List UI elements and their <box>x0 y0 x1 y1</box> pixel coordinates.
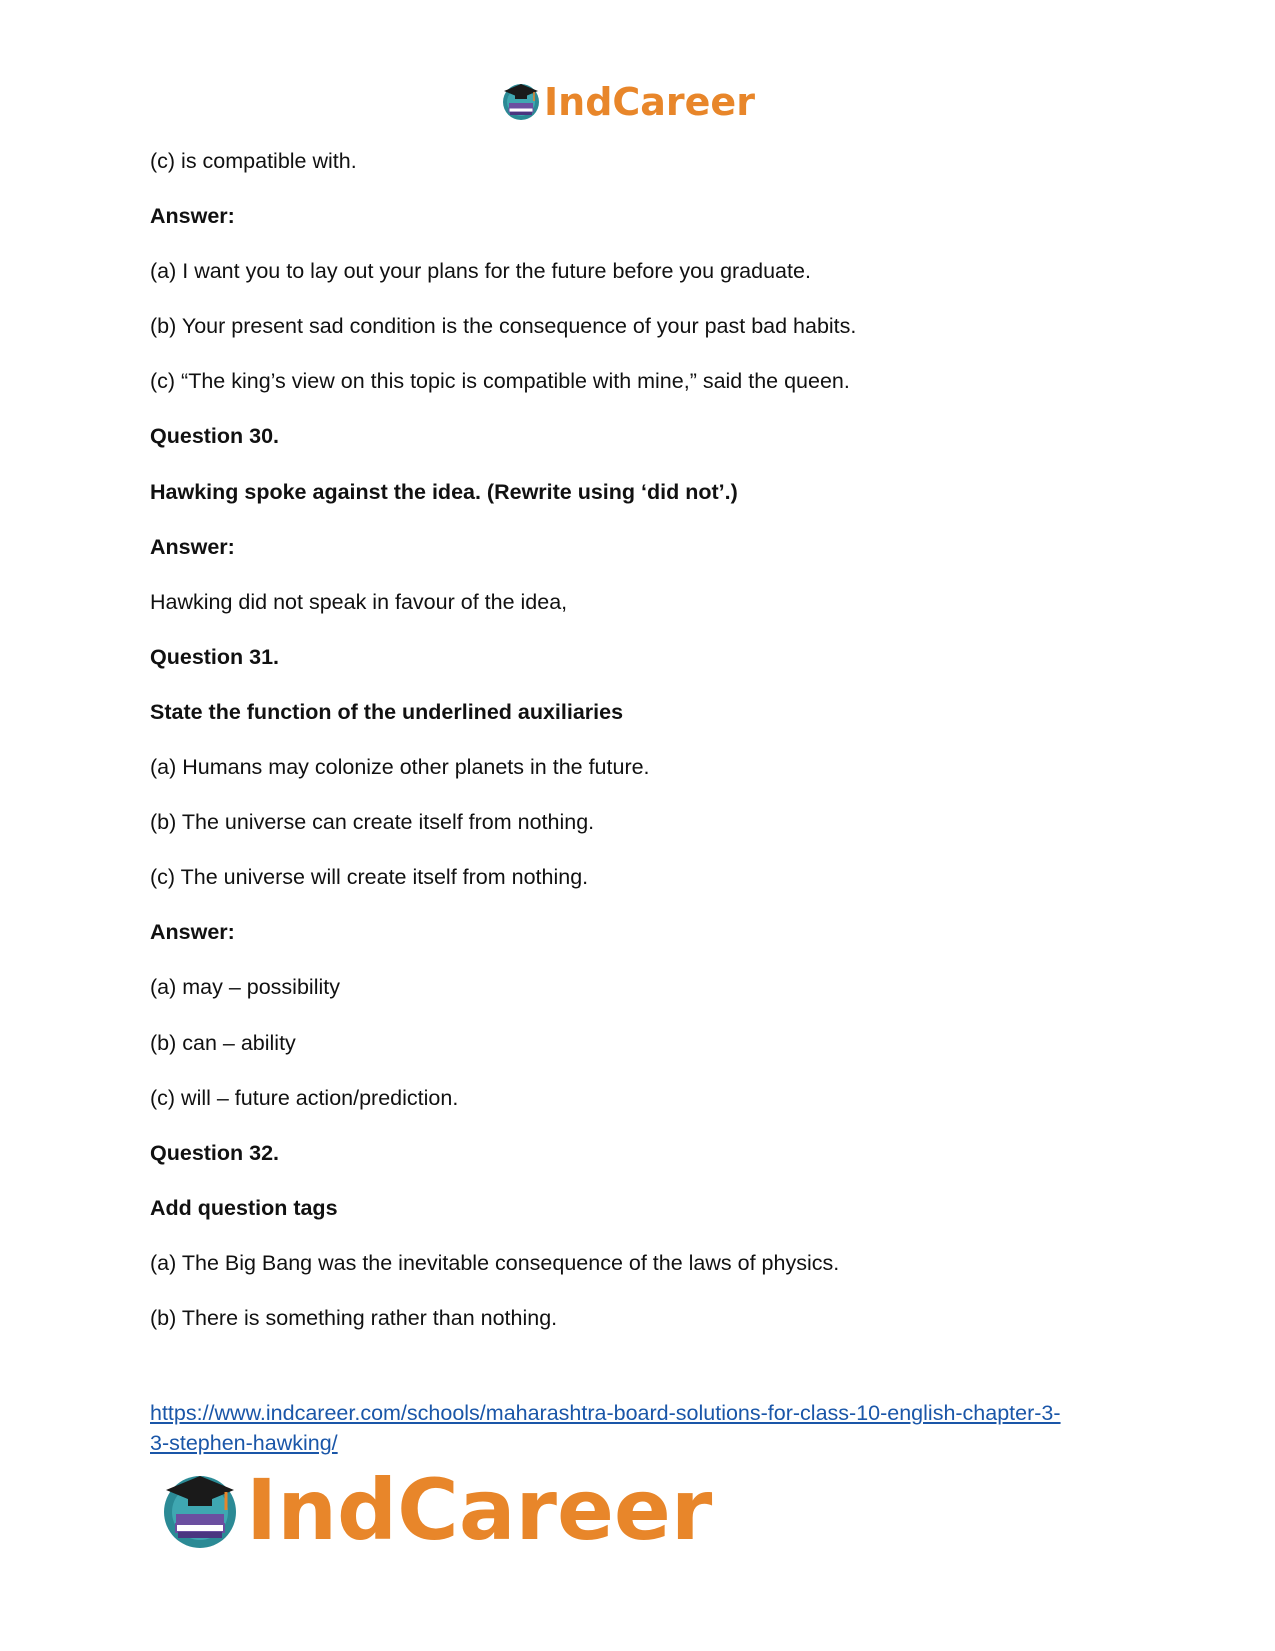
heading-line: Question 30. <box>150 424 280 449</box>
text-line: (a) I want you to lay out your plans for the future before you graduate. <box>150 259 811 284</box>
globe-graduation-cap-books-icon <box>158 1466 242 1555</box>
footer-logo <box>158 1461 713 1559</box>
heading-line: Add question tags <box>150 1195 338 1220</box>
text-line: (a) may – possibility <box>150 975 340 1000</box>
heading-line: State the function of the underlined auxiliaries <box>150 699 624 724</box>
heading-line: Answer: <box>150 534 235 559</box>
text-line: Hawking did not speak in favour of the idea, <box>150 589 568 614</box>
text-line: (b) The universe can create itself from nothing. <box>150 810 595 835</box>
heading-line: Question 31. <box>150 644 280 669</box>
source-url-link[interactable] <box>150 1398 1150 1458</box>
globe-graduation-cap-books-icon <box>500 79 542 126</box>
text-line: (c) The universe will create itself from nothing. <box>150 865 589 890</box>
source-url-line-2[interactable]: 3-stephen-hawking/ <box>150 1431 338 1455</box>
header-logo-text: IndCareer <box>544 80 755 124</box>
heading-line: Hawking spoke against the idea. (Rewrite using ‘did not’.) <box>150 479 738 504</box>
document-body <box>150 148 1150 1360</box>
text-line: (a) The Big Bang was the inevitable consequence of the laws of physics. <box>150 1250 840 1275</box>
text-line: (b) Your present sad condition is the consequence of your past bad habits. <box>150 314 857 339</box>
text-line: (c) is compatible with. <box>150 149 357 173</box>
text-line: (c) “The king’s view on this topic is compatible with mine,” said the queen. <box>150 369 850 394</box>
heading-line: Answer: <box>150 204 235 229</box>
text-line: (b) can – ability <box>150 1030 296 1055</box>
text-line: (a) Humans may colonize other planets in the future. <box>150 755 650 780</box>
header-logo <box>500 80 755 124</box>
heading-line: Answer: <box>150 920 235 945</box>
text-line: (c) will – future action/prediction. <box>150 1085 459 1110</box>
text-line: (b) There is something rather than nothing. <box>150 1305 558 1330</box>
footer-logo-text: IndCareer <box>246 1461 713 1559</box>
heading-line: Question 32. <box>150 1140 280 1165</box>
source-url-line-1[interactable]: https://www.indcareer.com/schools/maharashtra-board-solutions-for-class-10-english-chapter-3- <box>150 1401 1061 1425</box>
